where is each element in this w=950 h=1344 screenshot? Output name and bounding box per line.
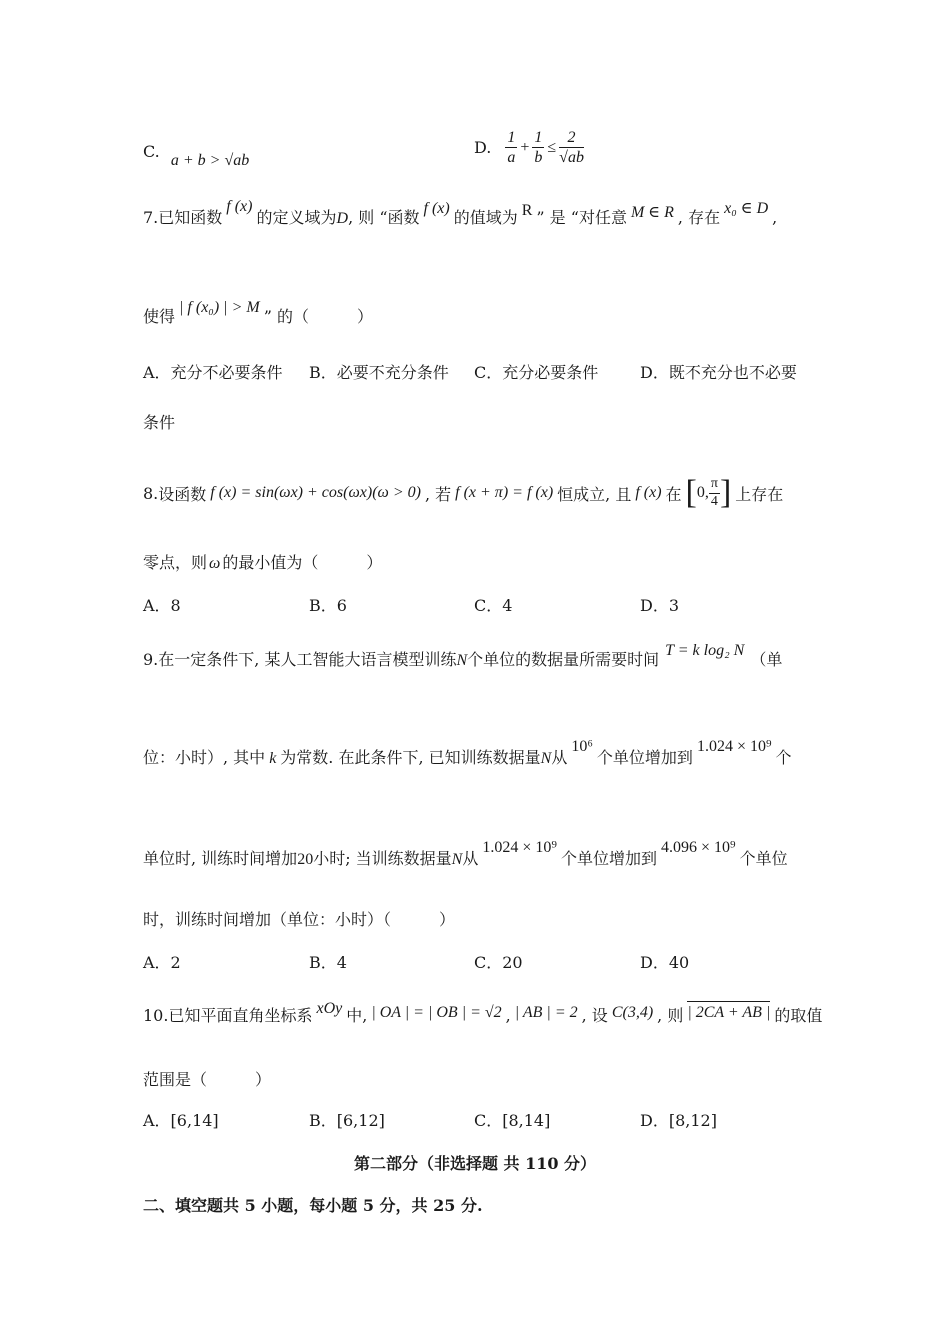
q9-option-d: D．40 <box>640 953 690 972</box>
q7-option-a: A．充分不必要条件 <box>143 363 283 382</box>
q9-line-1: 9.在一定条件下, 某人工智能大语言模型训练N个单位的数据量所需要时间 T = k log₂ N （单 <box>143 642 783 669</box>
q10-option-c: C．[8,14] <box>474 1111 551 1130</box>
q10-option-a: A．[6,14] <box>143 1111 219 1130</box>
q7-option-c: C．充分必要条件 <box>474 363 599 382</box>
q6-option-d-label: D. <box>474 138 492 158</box>
q10-vector-expr: | 2CA + AB | <box>687 1004 771 1021</box>
q6-frac-2: $\frac{1}{b}$ <box>534 129 543 167</box>
q8-option-d: D．3 <box>640 596 680 615</box>
q9-option-a: A．2 <box>143 953 181 972</box>
q10-option-b: B．[6,12] <box>309 1111 385 1130</box>
q10-option-d: D．[8,12] <box>640 1111 717 1130</box>
q8-option-b: B．6 <box>309 596 347 615</box>
part2-title: 第二部分（非选择题 共 110 分） <box>353 1154 597 1173</box>
q7-option-b: B．必要不充分条件 <box>309 363 449 382</box>
q6-option-c <box>143 142 250 169</box>
q10-line-1: 10.已知平面直角坐标系 xOy 中, | OA | = | OB | = √2 , | AB | = 2 , 设 C(3,4) , 则 | 2CA + AB | 的取值 <box>143 1000 823 1025</box>
q7-fx-1: f (x) <box>226 198 253 215</box>
q6-option-c-expr: a + b > √ab <box>170 152 250 169</box>
left-bracket-icon: [ <box>685 474 697 512</box>
q7-option-d-wrap: 条件 <box>143 413 176 432</box>
right-bracket-icon: ] <box>719 474 732 512</box>
q6-frac-3: $\frac{2}{√ab}$ <box>559 129 584 167</box>
q8-line-2: 零点，则 ω 的最小值为（ ） <box>143 553 383 572</box>
q9-line-4: 时，训练时间增加（单位：小时）（ ） <box>143 910 456 929</box>
q9-line-3: 单位时, 训练时间增加20小时; 当训练数据量N从1.024 × 10⁹个单位增加到4.096 × 10⁹个单位 <box>143 839 788 868</box>
q9-option-c: C．20 <box>474 953 523 972</box>
q7-line-2: 使得 | f (x₀) | > M ” 的（ ） <box>143 299 373 326</box>
q6-option-d: D. $\frac{1}{a}$ + $\frac{1}{b}$ ≤ $\frac{2}{√ab}$ <box>474 129 584 167</box>
q8-line-1: 8. 设函数 f (x) = sin(ωx) + cos(ωx)(ω > 0) , 若 f (x + π) = f (x) 恒成立, 且 f (x) 在 [ 0, $\frac{\pi}{4}$ ] 上存在 <box>143 474 784 512</box>
q6-option-c-label: C. <box>143 142 160 161</box>
q7-fx-2: f (x) <box>423 200 450 217</box>
q8-interval: [ 0, $\frac{\pi}{4}$ ] <box>685 474 732 512</box>
q10-line-2: 范围是（ ） <box>143 1070 272 1089</box>
q7-ineq: | f (x₀) | > M <box>179 299 260 316</box>
q9-line-2: 位：小时）, 其中 k 为常数. 在此条件下, 已知训练数据量N从10⁶个单位增加到1.024 × 10⁹个 <box>143 738 792 767</box>
q8-function: f (x) = sin(ωx) + cos(ωx)(ω > 0) <box>210 484 421 502</box>
q6-frac-1: $\frac{1}{a}$ <box>507 129 516 167</box>
q7-line-1: 7.已知函数f (x)的定义域为D, 则 “函数 f (x) 的值域为 R ” 是 “对任意 M ∈ R , 存在 x₀ ∈ D , <box>143 198 778 227</box>
q9-formula: T = k log₂ N <box>665 642 745 659</box>
q8-option-a: A．8 <box>143 596 181 615</box>
section-heading: 二、填空题共 5 小题，每小题 5 分，共 25 分. <box>143 1196 483 1215</box>
q7-option-d: D．既不充分也不必要 <box>640 363 797 382</box>
q9-option-b: B．4 <box>309 953 347 972</box>
q8-option-c: C．4 <box>474 596 513 615</box>
